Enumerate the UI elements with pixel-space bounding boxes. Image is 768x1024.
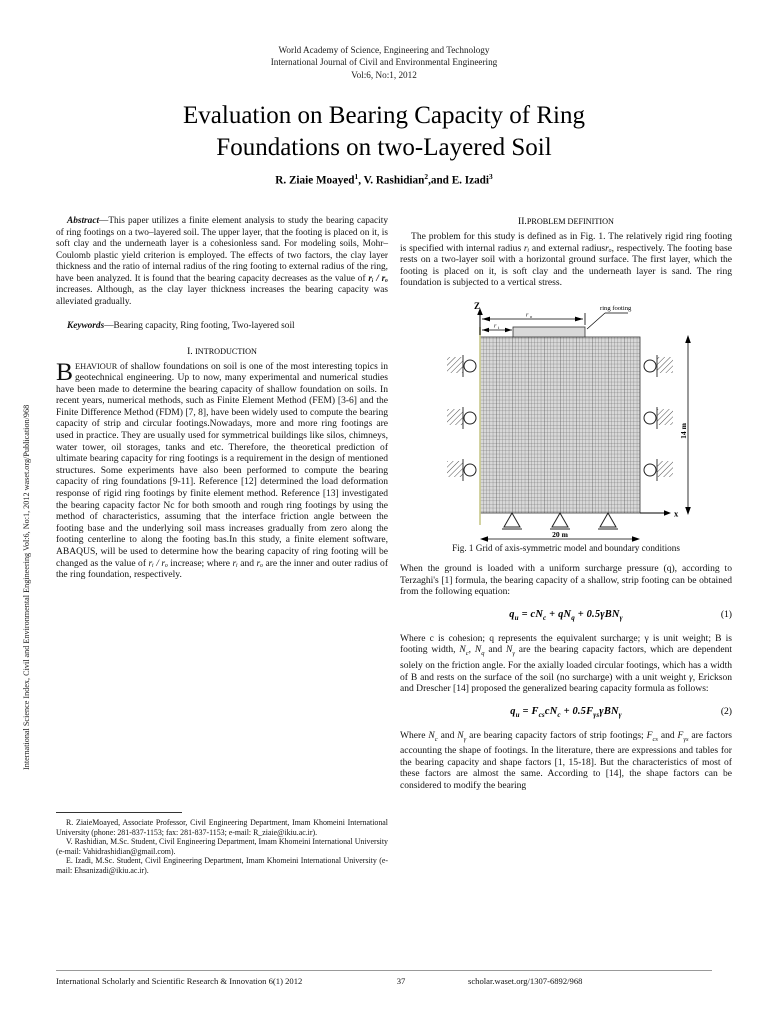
figure-ro-label: r: [526, 312, 529, 319]
figure-ro-sub: o: [530, 313, 533, 319]
problem-ri: rᵢ: [523, 242, 530, 254]
equation-2-number: (2): [720, 705, 732, 717]
symbol-gamma: γ: [689, 671, 693, 683]
author-list: [96, 172, 672, 187]
footer-page-number: 37: [396, 976, 406, 986]
footnote-divider: [56, 812, 182, 813]
symbol-fcs: F: [646, 729, 653, 741]
footer-divider: [56, 970, 712, 971]
footnote-author-1: R. ZiaieMoayed, Associate Professor, Civil Engineering Department, Imam Khomeini International University (phone: 281-837-1153; fax: 281-837-1153; e-mail: R_ziaie@ikiu.ac.ir).: [56, 818, 388, 837]
journal-volume: Vol:6, No:1, 2012: [351, 69, 417, 80]
figure-ri-label: r: [494, 323, 497, 330]
section-number: I.: [187, 345, 193, 357]
title-line-2: Foundations on two-Layered Soil: [216, 134, 552, 161]
problem-body-2: and external radius: [529, 242, 606, 254]
abstract-dash: —: [99, 216, 109, 226]
symbol-ngamma: N: [506, 644, 513, 656]
figure-width-label: 20 m: [552, 529, 568, 539]
abstract-paragraph: [56, 216, 388, 308]
terzaghi-paragraph: When the ground is loaded with a uniform surcharge pressure (q), according to Terzaghi's [1] formula, the bearing capacity of a shallow, strip footing can be obtained from the following equation:: [400, 562, 732, 598]
abstract-ratio-symbol: rᵢ / rₒ: [368, 273, 388, 284]
problem-ro: rₒ: [605, 242, 612, 254]
symbol-nc: N: [459, 644, 466, 656]
sidebar-watermark: International Science Index, Civil and Environmental Engineering Vol:6, No:1, 2012 waset.org/Publication/968: [22, 404, 31, 770]
abstract-label: Abstract: [67, 216, 100, 226]
boundary-pin-bottom: [502, 513, 618, 529]
journal-name: World Academy of Science, Engineering and Technology: [278, 45, 490, 55]
equation-2: [400, 706, 732, 719]
problem-body-1: The problem for this study is defined as in Fig. 1. The relatively rigid ring footing is specified with internal radius: [400, 231, 732, 254]
page-title: [96, 100, 672, 164]
equation-2-expression: $q_u = F_{cs}cN_c + 0.5F_{\gamma s}\gamma BN_\gamma$: [510, 705, 622, 719]
intro-ratio-2: rᵢ: [232, 557, 238, 569]
boundary-roller-left: [447, 355, 476, 481]
keywords-label: Keywords: [67, 321, 105, 331]
intro-paragraph: [56, 356, 389, 581]
figure-height-label: 14 m: [679, 423, 688, 439]
author-1-affiliation-marker: 1: [354, 172, 359, 181]
intro-smallcaps: EHAVIOUR: [75, 361, 118, 371]
column-left: [56, 216, 388, 581]
intro-body: of shallow foundations on soil is one of the most interesting topics in geotechnical engineering. Up to now, many experimental and numerical studies have been made to determine the bearing capacity of shallow foundation on soils. In recent years, numerical methods, such as Finite Element Method (FEM) [3-6] and the Finite Difference Method (FDM) [7, 8], have been widely used to compute the bearing capacity of strip and circular footings.Nowadays, more and more ring footings are used in practice. They are usually used for symmetrical buildings like silos, chimneys, water tower, oil storages, tanks and etc. Therefore, the theoretical prediction of ultimate bearing capacity for ring footings is a requirement in the design of mentioned structures. Some experiments have also been performed to compute the bearing capacity of ring foundations [9-11]. Reference [12] determined the load deformation response of rigid ring footings by finite element method. Reference [13] investigated the bearing capacity factor Nc for both smooth and rough ring footings by using the method of characteristics, assuming that the interface friction angle between the footing base and the underlying soil mass increases gradually from zero along the footing centerline to along the footing bas.In this study, a finite element software, ABAQUS, will be used to determine how the bearing capacity of ring footing will be changed as the value of: [56, 360, 388, 569]
intro-body-4: are the inner and outer radius of the ring foundation, respectively.: [56, 557, 389, 581]
intro-body-2: increase; where: [167, 557, 233, 569]
page-footer: [56, 976, 712, 986]
intro-ratio-1: rᵢ / rₒ: [148, 557, 168, 569]
journal-header: [0, 44, 768, 81]
shape-factors-paragraph: Where $N_c$ and $N_\gamma$ are bearing capacity factors of strip footings; $F_{cs}$ and $F_{\gamma s}$ are factors accounting the shape of footings. In the literature, there are expressions and tables for the bearing capacity and shape factors [1, 15-18]. But the characteristics of most of these factors are almost the same. According to [14], the shape factors can be considered to modify the bearing: [400, 729, 732, 792]
column-right: [400, 216, 732, 792]
author-3: E. Izadi: [451, 174, 490, 187]
abstract-body: This paper utilizes a finite element analysis to study the bearing capacity of ring footings on a two–layered soil. The upper layer, that the footing is placed on it, is soft clay and the underneath layer is a cohesionless sand. For modeling soils, Mohr–Coulomb plastic yield criterion is employed. The effects of two factors, the clay layer thickness and the ratio of internal radius of the ring footing to external radius of the ring, have been analyzed. It is found that the bearing capacity decreases as the value of: [56, 216, 388, 284]
equation-1: [400, 609, 732, 622]
factors-paragraph: Where c is cohesion; q represents the equivalent surcharge; γ is unit weight; B is footing width, $N_c$, $N_q$ and $N_\gamma$ are the bearing capacity factors, which are dependent solely on the friction angle. For the axially loaded circular footings, which has a width of B and rests on the surface of the soil (no surcharge) with a unit weight γ, Erickson and Drescher [14] proposed the generalized bearing capacity formula as follows:: [400, 632, 733, 695]
footer-doi-url[interactable]: scholar.waset.org/1307-6892/968: [468, 976, 583, 986]
drop-cap: B: [56, 356, 74, 386]
figure-axis-x-label: x: [674, 508, 679, 519]
figure-1: [400, 299, 732, 553]
section-title: INTRODUCTION: [195, 346, 257, 356]
keywords-paragraph: [56, 321, 388, 333]
author-separator-2: ,and: [428, 174, 452, 187]
author-3-affiliation-marker: 3: [489, 172, 493, 181]
author-2: V. Rashidian: [363, 174, 425, 187]
author-2-affiliation-marker: 2: [424, 172, 429, 181]
footer-publication: International Scholarly and Scientific Research & Innovation 6(1) 2012: [56, 976, 303, 986]
problem-paragraph: [400, 231, 732, 289]
problem-body-3: , respectively. The footing base rests on a two-layer soil with a horizontal ground surface. The first layer, which the footing is placed on it, is soft clay and the underneath layer is sand. The ring foundation is subjected to a vertical stress.: [400, 242, 732, 289]
author-1: R. Ziaie Moayed: [275, 174, 355, 187]
footnote-author-2: V. Rashidian, M.Sc. Student, Civil Engineering Department, Imam Khomeini International University (e-mail: Vahidrashidian@gmail.com).: [56, 837, 389, 856]
abstract-body-2: increases. Although, as the clay layer thickness increases the bearing capacity was alleviated gradually.: [56, 285, 388, 307]
symbol-fgammas: F: [677, 729, 684, 741]
journal-subtitle: International Journal of Civil and Environmental Engineering: [270, 57, 498, 68]
figure-caption: Fig. 1 Grid of axis-symmetric model and boundary conditions: [452, 542, 680, 553]
equation-1-expression: $q_u = cN_c + qN_q + 0.5\gamma BN_\gamma$: [509, 608, 623, 622]
intro-body-3: and: [237, 557, 257, 569]
title-line-1: Evaluation on Bearing Capacity of Ring: [183, 102, 585, 129]
fem-mesh-diagram: [400, 299, 720, 539]
boundary-roller-right: [644, 355, 673, 481]
section-number-2: II.: [518, 216, 527, 227]
section-heading-problem-definition: [400, 216, 732, 227]
section-heading-introduction: [56, 346, 388, 357]
footnote-author-3: E. Izadi, M.Sc. Student, Civil Engineering Department, Imam Khomeini International University (e-mail: Ehsanizadi@ikiu.ac.ir).: [56, 856, 388, 875]
figure-axis-z-label: Z: [474, 300, 481, 311]
intro-ratio-3: rₒ: [256, 557, 263, 569]
figure-ri-sub: i: [498, 324, 500, 330]
figure-ring-footing-label: ring footing: [600, 304, 632, 312]
keywords-dash: —: [104, 321, 114, 331]
equation-1-number: (1): [720, 608, 732, 620]
author-separator-1: ,: [358, 174, 364, 187]
footnotes: [56, 818, 388, 876]
section-title-2: PROBLEM DEFINITION: [526, 217, 614, 226]
keywords-body: Bearing capacity, Ring footing, Two-layered soil: [113, 321, 295, 331]
symbol-nq: N: [474, 644, 482, 656]
